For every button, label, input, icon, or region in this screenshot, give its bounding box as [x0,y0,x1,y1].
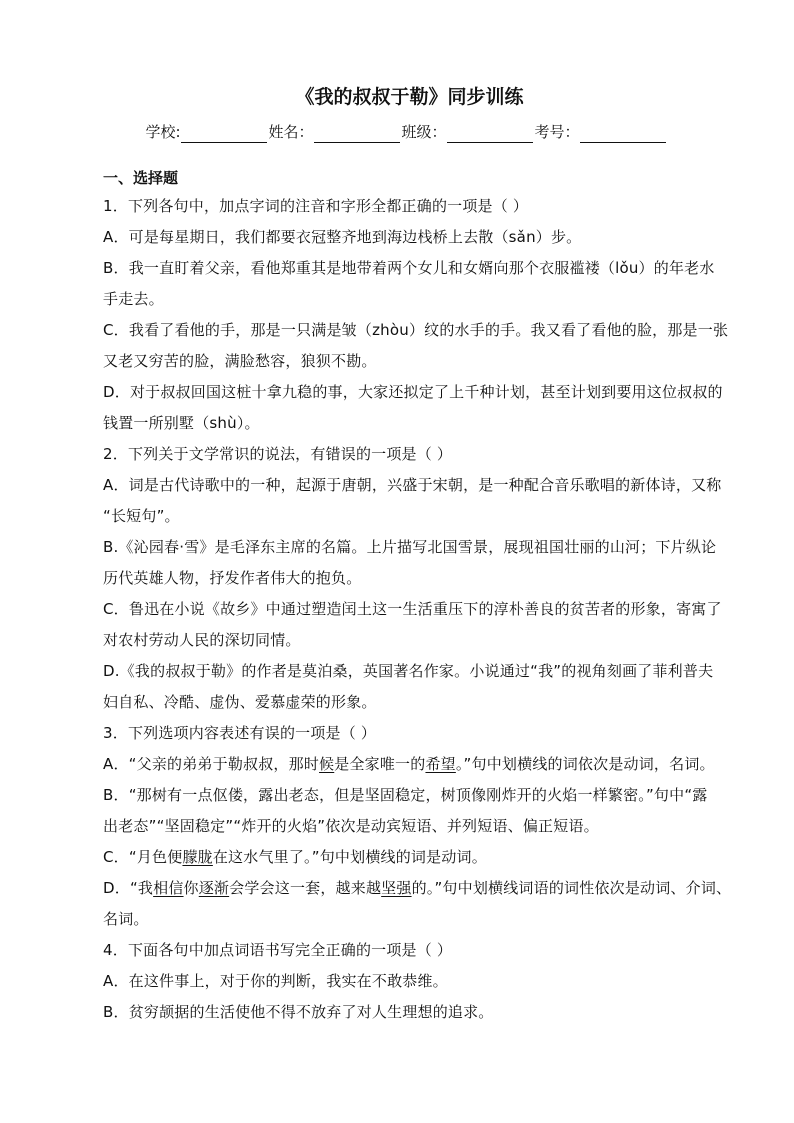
text-segment: D．“我 [103,879,154,897]
text-segment: 在这水气里了。”句中划横线的词是动词。 [212,848,487,866]
text-segment: 会学会这一套，越来越 [229,879,382,897]
text-segment: A．“父亲的弟弟于勒叔叔，那时 [103,755,320,773]
question-3-option-a [103,753,724,775]
underlined-word: 相信 [153,879,184,897]
exam-number-label: 考号： [534,123,580,141]
question-1-option-a: A．可是每星期日，我们都要衣冠整齐地到海边栈桥上去散（sǎn）步。 [103,228,582,246]
question-2-option-c-line2: 对农村劳动人民的深切同情。 [103,631,301,649]
section-heading-choice: 一、选择题 [103,169,179,187]
class-label: 班级： [401,123,447,141]
question-2-option-a-line2: “长短句”。 [103,507,180,525]
name-field [269,121,402,143]
question-1-option-b-line1: B．我一直盯着父亲，看他郑重其是地带着两个女儿和女婿向那个衣服褴褛（lǒu）的年老水 [103,259,715,277]
name-blank[interactable] [314,124,400,143]
text-segment: 。”句中划横线的词依次是动词，名词。 [455,755,715,773]
question-2-stem: 2．下列关于文学常识的说法，有错误的一项是（ ） [103,445,453,463]
question-2-option-d-line1: D.《我的叔叔于勒》的作者是莫泊桑，英国著名作家。小说通过“我”的视角刻画了菲利普夫 [103,662,714,680]
question-3-option-d-line2: 名词。 [103,910,149,928]
question-4-stem: 4．下面各句中加点词语书写完全正确的一项是（ ） [103,941,453,959]
underlined-word: 逐渐 [198,879,230,897]
class-field [402,121,535,143]
class-blank[interactable] [447,124,533,143]
underlined-word: 朦胧 [182,848,213,866]
school-label: 学校: [145,123,181,141]
question-2-option-d-line2: 妇自私、冷酷、虚伪、爱慕虚荣的形象。 [103,693,377,711]
question-3-option-b-line2: 出老态”“坚固稳定”“炸开的火焰”依次是动宾短语、并列短语、偏正短语。 [103,817,599,835]
question-3-option-b-line1: B．“那树有一点伛偻，露出老态，但是坚固稳定，树顶像刚炸开的火焰一样繁密。”句中“露 [103,786,708,804]
underlined-word: 坚强 [381,879,412,897]
question-1-option-b-line2: 手走去。 [103,290,164,308]
question-3-stem: 3．下列选项内容表述有误的一项是（ ） [103,724,377,742]
text-segment: C．“月色便 [103,848,183,866]
question-1-option-c-line1: C．我看了看他的手，那是一只满是皱（zhòu）纹的水手的手。我又看了看他的脸，那是一张 [103,321,729,339]
exam-number-field [535,121,668,143]
document-title: 《我的叔叔于勒》同步训练 [295,86,524,108]
name-label: 姓名： [268,123,314,141]
question-3-option-d-line1 [103,877,732,899]
question-2-option-a-line1: A．词是古代诗歌中的一种，起源于唐朝，兴盛于宋朝，是一种配合音乐歌唱的新体诗，又称 [103,476,722,494]
question-2-option-b-line1: B.《沁园春·雪》是毛泽东主席的名篇。上片描写北国雪景，展现祖国壮丽的山河；下片纵论 [103,538,717,556]
school-field [145,121,268,143]
question-1-stem: 1．下列各句中，加点字词的注音和字形全都正确的一项是（ ） [103,197,529,215]
text-segment: 是全家唯一的 [334,755,426,773]
exam-number-blank[interactable] [580,124,666,143]
question-1-option-d-line2: 钱置一所别墅（shù）。 [103,414,260,432]
student-info-row [103,121,724,143]
question-3-option-c [103,846,724,868]
question-2-option-b-line2: 历代英雄人物，抒发作者伟大的抱负。 [103,569,362,587]
underlined-word: 候 [319,755,335,773]
text-segment: 你 [183,879,199,897]
question-2-option-c-line1: C．鲁迅在小说《故乡》中通过塑造闰土这一生活重压下的淳朴善良的贫苦者的形象，寄寓了 [103,600,722,618]
question-1-option-d-line1: D．对于叔叔回国这桩十拿九稳的事，大家还拟定了上千种计划，甚至计划到要用这位叔叔的 [103,383,723,401]
question-4-option-b: B．贫穷颉据的生活使他不得不放弃了对人生理想的追求。 [103,1003,494,1021]
question-1-option-c-line2: 又老又穷苦的脸，满脸愁容，狼狈不勘。 [103,352,377,370]
underlined-word: 希望 [425,755,456,773]
school-blank[interactable] [181,124,267,143]
question-4-option-a: A．在这件事上，对于你的判断，我实在不敢恭维。 [103,972,448,990]
text-segment: 的。”句中划横线词语的词性依次是动词、介词、 [411,879,732,897]
